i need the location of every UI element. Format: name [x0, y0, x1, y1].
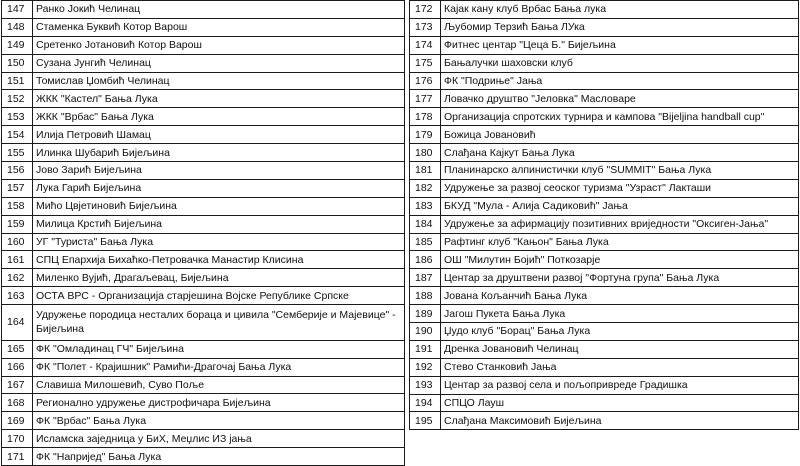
row-name: Удружење за афирмацију позитивних вриједности "Оксиген-Јања": [441, 215, 799, 233]
row-name: СПЦ Епархија Бихаћко-Петровачка Манастир Клисина: [33, 251, 405, 269]
row-name: ОСТА ВРС - Организација старјешина Војске Републике Српске: [33, 287, 405, 305]
row-name: ЖКК "Врбас" Бања Лука: [33, 108, 405, 126]
row-number: 147: [2, 1, 33, 19]
table-row: [2, 36, 405, 54]
row-name: Регионално удружење дистрофичара Бијељина: [33, 394, 405, 412]
row-name: Слађана Кајкут Бања Лука: [441, 144, 799, 162]
table-row: [410, 394, 799, 412]
row-name: Удружење породица несталих бораца и цивила "Семберије и Мајевице" - Бијељина: [33, 305, 405, 341]
table-row: [410, 108, 799, 126]
table-row: [2, 162, 405, 180]
row-name: Ранко Јокић Челинац: [33, 1, 405, 19]
row-number: 173: [410, 18, 441, 36]
table-row: [410, 376, 799, 394]
row-number: 191: [410, 340, 441, 358]
row-number: 177: [410, 90, 441, 108]
table-row: [2, 179, 405, 197]
row-name: Божица Јовановић: [441, 126, 799, 144]
table-row: [2, 18, 405, 36]
table-row: [2, 251, 405, 269]
row-name: Слађана Максимовић Бијељина: [441, 412, 799, 430]
row-name: Илинка Шубарић Бијељина: [33, 144, 405, 162]
row-name: Планинарско алпинистички клуб "SUMMIT" Бања Лука: [441, 162, 799, 180]
row-number: 174: [410, 36, 441, 54]
table-row: [2, 108, 405, 126]
row-number: 167: [2, 376, 33, 394]
row-number: 184: [410, 215, 441, 233]
table-row: [410, 36, 799, 54]
row-number: 149: [2, 36, 33, 54]
table-row: [2, 448, 405, 466]
row-number: 195: [410, 412, 441, 430]
table-row: [2, 358, 405, 376]
row-number: 161: [2, 251, 33, 269]
table-row: [2, 233, 405, 251]
row-number: 166: [2, 358, 33, 376]
row-number: 172: [410, 1, 441, 19]
table-row: [410, 1, 799, 19]
row-name: СПЦО Лауш: [441, 394, 799, 412]
table-row: [2, 287, 405, 305]
row-number: 176: [410, 72, 441, 90]
row-name: Љубомир Терзић Бања ЛУка: [441, 18, 799, 36]
table-row: [2, 394, 405, 412]
row-name: ФК "Омладинац ГЧ" Бијељина: [33, 340, 405, 358]
row-name: Лука Гарић Бијељина: [33, 179, 405, 197]
row-name: Јагош Пукета Бања Лука: [441, 305, 799, 323]
table-row: [2, 197, 405, 215]
row-number: 190: [410, 323, 441, 341]
row-number: 179: [410, 126, 441, 144]
table-row: [410, 358, 799, 376]
row-name: Организација спротских турнира и кампова "Bijeljina handball cup": [441, 108, 799, 126]
table-row: [2, 126, 405, 144]
row-name: Томислав Џомбић Челинац: [33, 72, 405, 90]
row-number: 150: [2, 54, 33, 72]
row-name: Фитнес центар "Цеца Б." Бијељина: [441, 36, 799, 54]
row-number: 175: [410, 54, 441, 72]
row-name: Јово Зарић Бијељина: [33, 162, 405, 180]
table-row: [410, 251, 799, 269]
row-number: 180: [410, 144, 441, 162]
row-name: Славиша Милошевић, Суво Поље: [33, 376, 405, 394]
row-name: Стаменка Буквић Котор Варош: [33, 18, 405, 36]
row-name: БКУД "Мула - Алија Садиковић" Јања: [441, 197, 799, 215]
table-row: [410, 144, 799, 162]
row-number: 148: [2, 18, 33, 36]
table-left-column: [1, 0, 405, 466]
row-name: ОШ "Милутин Бојић" Поткозарје: [441, 251, 799, 269]
table-row: [410, 287, 799, 305]
row-number: 188: [410, 287, 441, 305]
table-row: [410, 54, 799, 72]
row-number: 162: [2, 269, 33, 287]
row-name: ФК "Врбас" Бања Лука: [33, 412, 405, 430]
row-number: 155: [2, 144, 33, 162]
row-number: 182: [410, 179, 441, 197]
row-number: 186: [410, 251, 441, 269]
row-number: 183: [410, 197, 441, 215]
row-number: 157: [2, 179, 33, 197]
row-number: 156: [2, 162, 33, 180]
row-number: 192: [410, 358, 441, 376]
row-number: 151: [2, 72, 33, 90]
row-number: 159: [2, 215, 33, 233]
table-row: [2, 144, 405, 162]
row-name: Миленко Вујић, Драгаљевац, Бијељина: [33, 269, 405, 287]
table-row: [410, 412, 799, 430]
table-row: [410, 269, 799, 287]
table-row: [2, 305, 405, 341]
row-name: Дренка Јовановић Челинац: [441, 340, 799, 358]
table-row: [410, 215, 799, 233]
row-name: Милица Крстић Бијељина: [33, 215, 405, 233]
table-row: [2, 54, 405, 72]
row-name: Џудо клуб "Борац" Бања Лука: [441, 323, 799, 341]
row-number: 171: [2, 448, 33, 466]
row-number: 185: [410, 233, 441, 251]
row-number: 178: [410, 108, 441, 126]
table-row: [2, 90, 405, 108]
table-row: [410, 90, 799, 108]
table-row: [410, 162, 799, 180]
row-name: Центар за друштвени развој "Фортуна група" Бања Лука: [441, 269, 799, 287]
row-name: УГ "Туриста" Бања Лука: [33, 233, 405, 251]
row-number: 152: [2, 90, 33, 108]
row-name: Рафтинг клуб "Кањон" Бања Лука: [441, 233, 799, 251]
table-row: [410, 323, 799, 341]
row-name: ФК "Подриње" Јања: [441, 72, 799, 90]
table-row: [2, 1, 405, 19]
row-name: ЖКК "Кастел" Бања Лука: [33, 90, 405, 108]
row-name: Стево Станковић Јања: [441, 358, 799, 376]
table-right-body: [410, 1, 799, 430]
row-name: Сузана Јунгић Челинац: [33, 54, 405, 72]
row-number: 194: [410, 394, 441, 412]
table-row: [410, 233, 799, 251]
row-number: 163: [2, 287, 33, 305]
row-name: ФК "Полет - Крајишник" Рамићи-Драгочај Бања Лука: [33, 358, 405, 376]
table-row: [410, 197, 799, 215]
row-name: Центар за развој села и пољопривреде Градишка: [441, 376, 799, 394]
document-page: [1, 0, 799, 463]
table-row: [2, 215, 405, 233]
table-left-body: [2, 1, 405, 466]
table-row: [410, 305, 799, 323]
row-number: 154: [2, 126, 33, 144]
table-row: [2, 269, 405, 287]
table-row: [2, 430, 405, 448]
row-number: 170: [2, 430, 33, 448]
row-name: Јована Кољанчић Бања Лука: [441, 287, 799, 305]
table-row: [2, 376, 405, 394]
row-number: 189: [410, 305, 441, 323]
row-name: ФК "Напријед" Бања Лука: [33, 448, 405, 466]
row-number: 158: [2, 197, 33, 215]
row-number: 165: [2, 340, 33, 358]
row-number: 181: [410, 162, 441, 180]
table-row: [410, 126, 799, 144]
table-row: [410, 18, 799, 36]
row-number: 187: [410, 269, 441, 287]
table-row: [410, 340, 799, 358]
table-right-column: [409, 0, 799, 430]
table-row: [2, 72, 405, 90]
table-row: [410, 179, 799, 197]
row-number: 169: [2, 412, 33, 430]
table-row: [2, 412, 405, 430]
row-name: Бањалучки шаховски клуб: [441, 54, 799, 72]
row-number: 193: [410, 376, 441, 394]
row-name: Кајак кану клуб Врбас Бања лука: [441, 1, 799, 19]
row-number: 164: [2, 305, 33, 341]
row-name: Илија Петровић Шамац: [33, 126, 405, 144]
table-row: [410, 72, 799, 90]
table-row: [2, 340, 405, 358]
row-name: Исламска заједница у БиХ, Меџлис ИЗ јања: [33, 430, 405, 448]
row-name: Удружење за развој сеоског туризма "Узраст" Лакташи: [441, 179, 799, 197]
row-name: Мићо Цвјетиновић Бијељина: [33, 197, 405, 215]
row-number: 160: [2, 233, 33, 251]
row-number: 168: [2, 394, 33, 412]
row-name: Ловачко друштво "Јеловка" Масловаре: [441, 90, 799, 108]
row-number: 153: [2, 108, 33, 126]
row-name: Сретенко Јотановић Котор Варош: [33, 36, 405, 54]
